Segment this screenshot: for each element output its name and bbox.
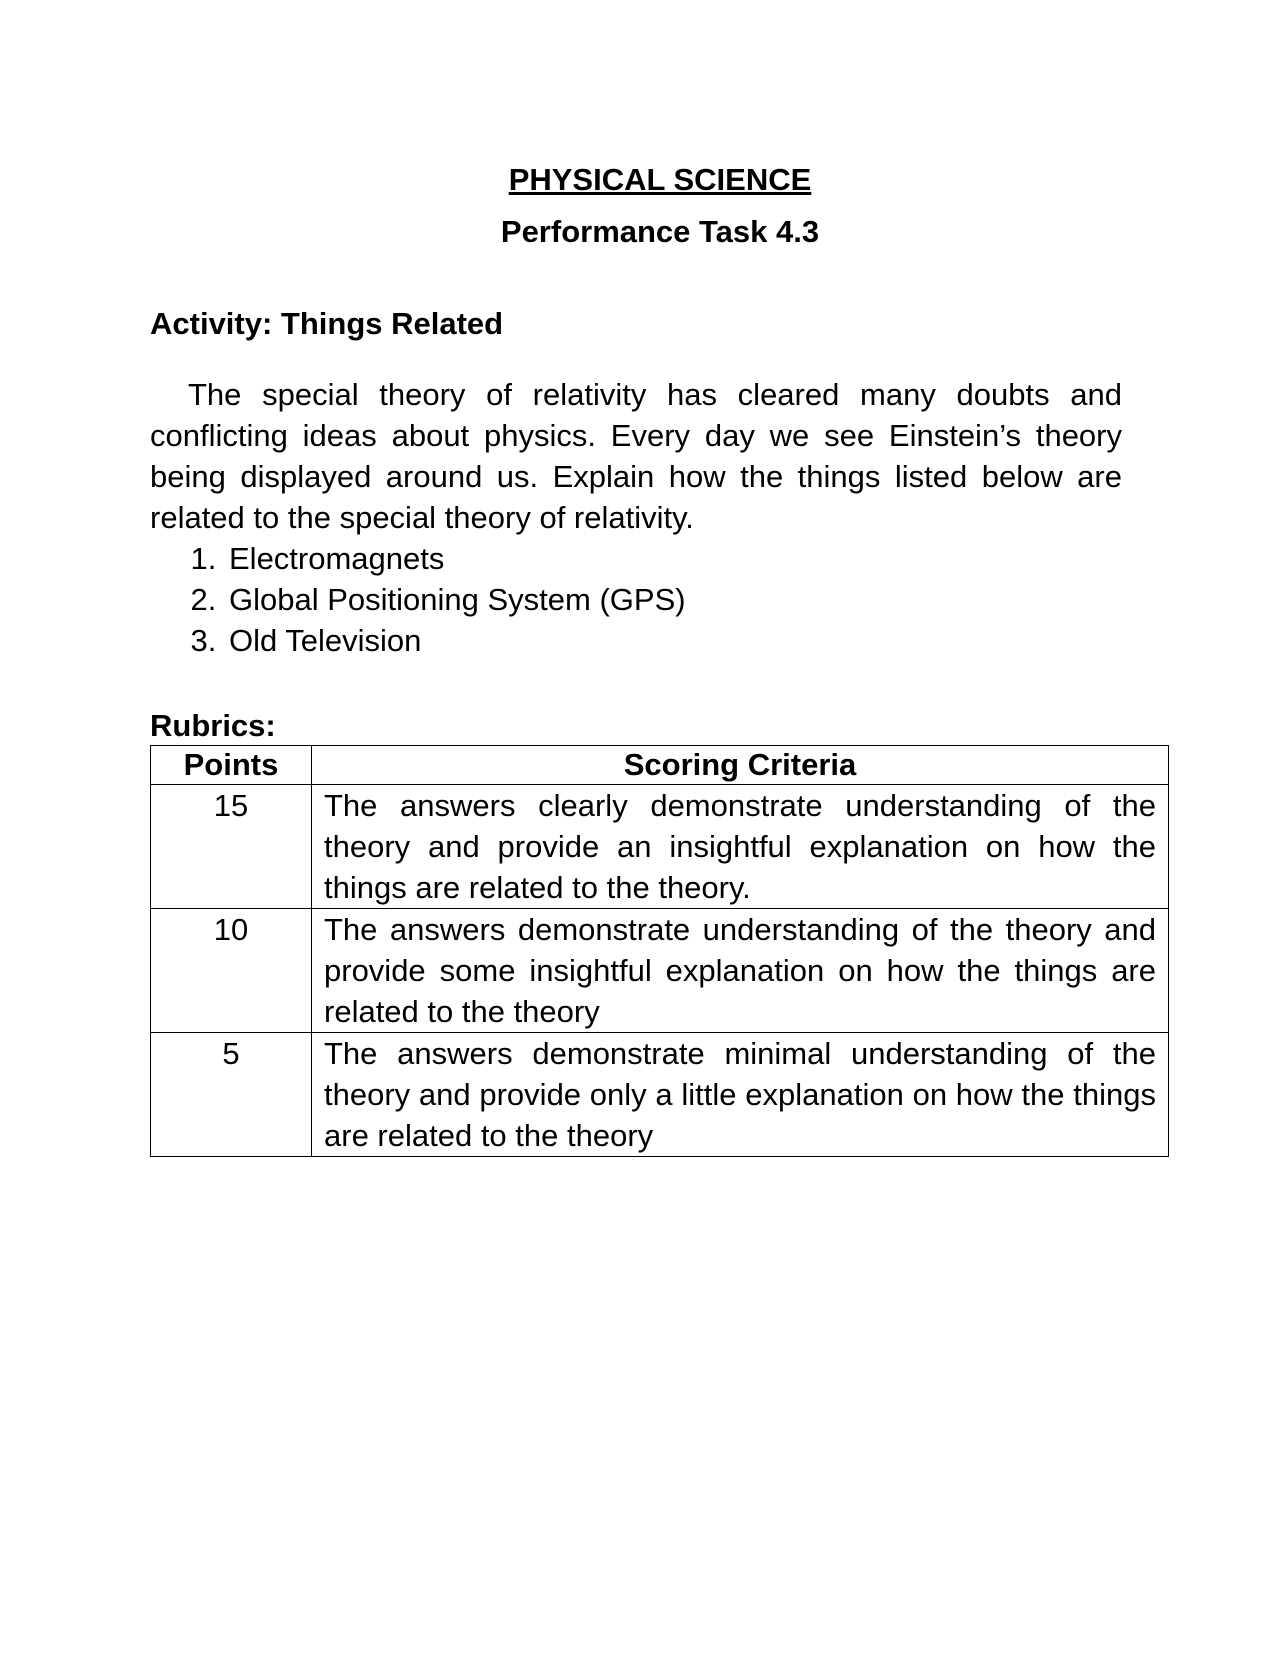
- criteria-column-header: Scoring Criteria: [312, 746, 1169, 785]
- table-row: [151, 1033, 1169, 1157]
- list-item: 2. Global Positioning System (GPS): [225, 579, 1170, 620]
- criteria-cell: The answers demonstrate understanding of the theory and provide some insightful explanation on how the things are related to the theory: [312, 909, 1169, 1033]
- document-page: [150, 160, 1170, 1157]
- things-list: [150, 538, 1170, 661]
- points-cell: 15: [151, 785, 312, 909]
- page-subtitle: Performance Task 4.3: [500, 214, 820, 249]
- points-cell: 10: [151, 909, 312, 1033]
- list-item: 3. Old Television: [225, 620, 1170, 661]
- criteria-cell: The answers clearly demonstrate understanding of the theory and provide an insightful explanation on how the things are related to the theory.: [312, 785, 1169, 909]
- points-column-header: Points: [151, 746, 312, 785]
- table-row: [151, 785, 1169, 909]
- list-item: 1. Electromagnets: [225, 538, 1170, 579]
- activity-heading: Activity: Things Related: [150, 306, 504, 341]
- criteria-cell: The answers demonstrate minimal understanding of the theory and provide only a little explanation on how the things are related to the theory: [312, 1033, 1169, 1157]
- table-header-row: [151, 746, 1169, 785]
- rubric-table: [150, 745, 1169, 1157]
- points-cell: 5: [151, 1033, 312, 1157]
- rubrics-label: Rubrics:: [150, 708, 276, 743]
- activity-paragraph: The special theory of relativity has cleared many doubts and conflicting ideas about physics. Every day we see Einstein’s theory being displayed around us. Explain how the things listed below are related to the special theory of relativity.: [150, 377, 1122, 535]
- page-title: PHYSICAL SCIENCE: [508, 162, 812, 197]
- table-row: [151, 909, 1169, 1033]
